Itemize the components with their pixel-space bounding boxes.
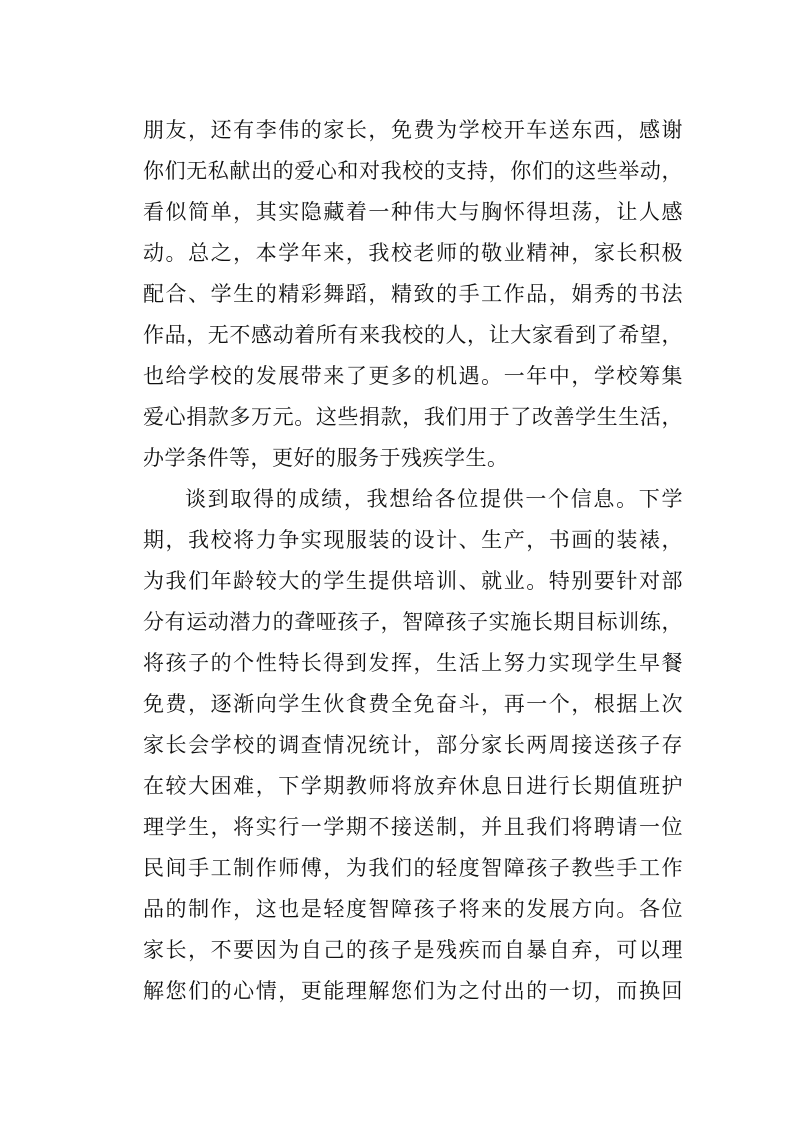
text-line: 分有运动潜力的聋哑孩子，智障孩子实施长期目标训练， [143, 610, 683, 634]
text-line: 将孩子的个性特长得到发挥，生活上努力实现学生早餐 [143, 651, 683, 675]
text-line: 解您们的心情，更能理解您们为之付出的一切，而换回 [143, 979, 683, 1003]
text-line: 家长，不要因为自己的孩子是残疾而自暴自弃，可以理 [143, 938, 683, 962]
text-line: 你们无私献出的爱心和对我校的支持，你们的这些举动， [143, 159, 683, 183]
text-line: 看似简单，其实隐藏着一种伟大与胸怀得坦荡，让人感 [143, 200, 683, 224]
text-line: 爱心捐款多万元。这些捐款，我们用于了改善学生生活， [143, 405, 683, 429]
text-line: 品的制作，这也是轻度智障孩子将来的发展方向。各位 [143, 897, 683, 921]
paragraph-first-line: 谈到取得的成绩，我想给各位提供一个信息。下学 [185, 487, 683, 511]
text-line: 办学条件等，更好的服务于残疾学生。 [143, 446, 509, 470]
body-text [143, 110, 683, 1012]
text-line: 民间手工制作师傅，为我们的轻度智障孩子教些手工作 [143, 856, 683, 880]
text-line: 家长会学校的调查情况统计，部分家长两周接送孩子存 [143, 733, 683, 757]
text-line: 期，我校将力争实现服装的设计、生产，书画的装裱， [143, 528, 683, 552]
text-line: 理学生，将实行一学期不接送制，并且我们将聘请一位 [143, 815, 683, 839]
text-line: 朋友，还有李伟的家长，免费为学校开车送东西，感谢 [143, 118, 683, 142]
text-line: 动。总之，本学年来，我校老师的敬业精神，家长积极 [143, 241, 683, 265]
text-line: 免费，逐渐向学生伙食费全免奋斗，再一个，根据上次 [143, 692, 683, 716]
text-line: 为我们年龄较大的学生提供培训、就业。特别要针对部 [143, 569, 683, 593]
text-line: 也给学校的发展带来了更多的机遇。一年中，学校筹集 [143, 364, 683, 388]
text-line: 在较大困难，下学期教师将放弃休息日进行长期值班护 [143, 774, 683, 798]
text-line: 配合、学生的精彩舞蹈，精致的手工作品，娟秀的书法 [143, 282, 683, 306]
text-line: 作品，无不感动着所有来我校的人，让大家看到了希望， [143, 323, 683, 347]
